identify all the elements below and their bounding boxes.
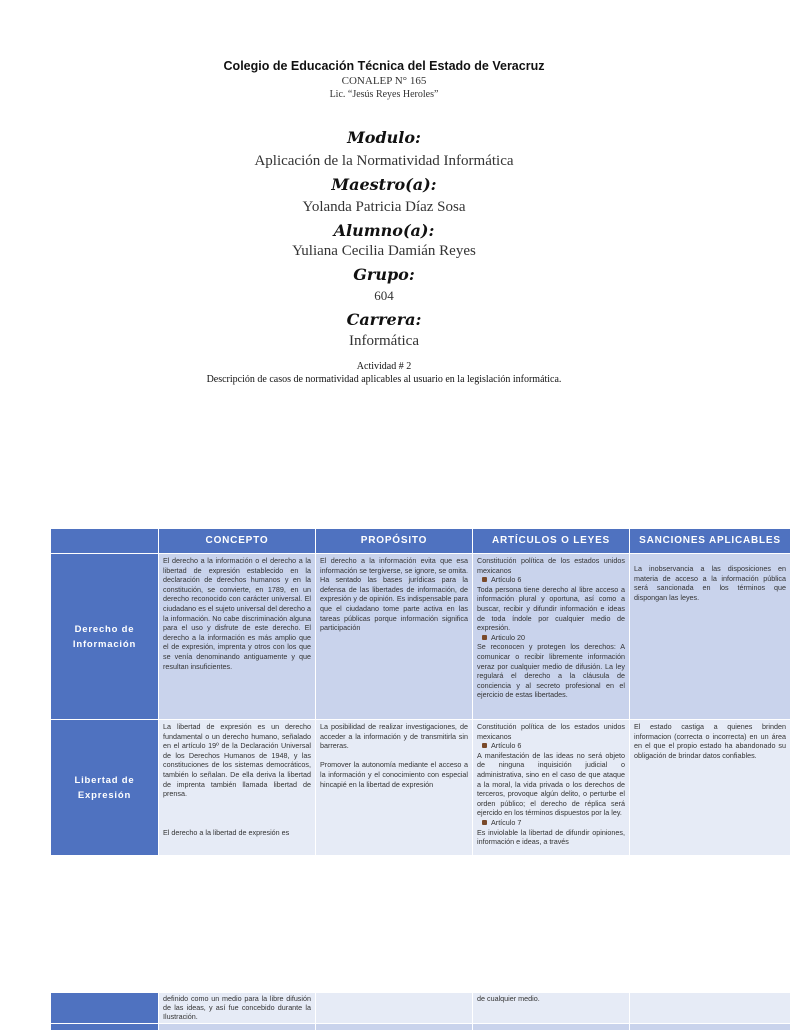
table-continuation [50,992,791,1031]
concepto-cell: definido como un medio para la libre difusión de las ideas, y así fue concebido durante la Ilustración. [159,993,316,1024]
article-bullet: Artículo 7 [477,818,625,828]
articulos-cell: de cualquier medio. [473,993,630,1024]
normativity-table [50,528,791,856]
maestro-value: Yolanda Patricia Díaz Sosa [302,199,466,215]
sanciones-cell: El estado castiga a quienes brinden informacion (correcta o incorrecta) en un área en el que el propio estado ha abandonado su obligación de brindar datos confiables. [630,720,791,856]
carrera-label: Carrera: [346,310,422,329]
table-row [51,993,791,1024]
grupo-label: Grupo: [353,265,415,284]
proposito-text-b: Promover la autonomía mediante el acceso a la información y el conocimiento con especial hincapié en la libertad de expresión [320,760,468,789]
table-header-row [51,529,791,554]
school-patron: Lic. “Jesús Reyes Heroles” [329,89,439,100]
header-articulos: ARTÍCULOS O LEYES [473,529,630,554]
header-corner [51,529,159,554]
header-sanciones: SANCIONES APLICABLES [630,529,791,554]
article-text: Toda persona tiene derecho al libre acceso a información plural y oportuna, así como a buscar, recibir y difundir información e ideas de toda índole por cualquier medio de expresión. [477,584,625,633]
conalep-number: CONALEP N° 165 [341,75,427,87]
alumno-label: Alumno(a): [333,221,435,240]
header-concepto: CONCEPTO [159,529,316,554]
sanciones-cell [630,993,791,1024]
article-bullet: Artículo 6 [477,575,625,585]
concepto-cell [159,1023,316,1030]
articulos-intro: Constitución política de los estados unidos mexicanos [477,722,625,741]
modulo-value: Aplicación de la Normatividad Informática [254,153,514,169]
proposito-cell [316,720,473,856]
header-proposito: PROPÓSITO [316,529,473,554]
article-text: A manifestación de las ideas no será objeto de ninguna inquisición judicial o administrativa, sino en el caso de que ataque a la moral, la vida privada o los derechos de terceros, provoque algún delito, o perturbe el orden público; el derecho de réplica será ejercido en los términos dispuestos por la ley. [477,750,625,818]
grupo-value: 604 [374,288,394,303]
activity-description: Descripción de casos de normatividad aplicables al usuario en la legislación informática. [206,374,562,385]
table-row [51,554,791,720]
school-name: Colegio de Educación Técnica del Estado de Veracruz [223,59,545,73]
table-row [51,720,791,856]
articulos-cell [473,554,630,720]
modulo-label: Modulo: [347,128,421,147]
sanciones-cell [630,1023,791,1030]
article-bullet: Artículo 6 [477,741,625,751]
concepto-cell: El derecho a la información o el derecho a la libertad de expresión establecido en la declaración de derechos humanos y en la constitución, se convierte, en 1789, en un derecho reconocido con carácter universal. El ciudadano es el sujeto universal del derecho a la información. No cabe discriminación alguna para el uso y disfrute de este derecho. El derecho a la información es más amplio que el de expresión, imprenta y otros con los que se venía denominando antiguamente y que resultan insuficientes. [159,554,316,720]
row-title [51,993,159,1024]
article-text: Es inviolable la libertad de difundir opiniones, información e ideas, a través [477,827,625,847]
proposito-cell: El derecho a la información evita que esa información se tergiverse, se ignore, se omita. Ha sentado las bases jurídicas para la defensa de las libertades de información, de expresión y de opinión. Es indispensable para que el ciudadano tome parte activa en las tareas públicas porque información significa participación [316,554,473,720]
row-title [51,1023,159,1030]
proposito-cell [316,993,473,1024]
maestro-label: Maestro(a): [331,175,437,194]
concepto-cell [159,720,316,856]
table-row [51,1023,791,1030]
articulos-cell [473,1023,630,1030]
articulos-cell [473,720,630,856]
articulos-intro: Constitución política de los estados unidos mexicanos [477,556,625,575]
concepto-text: La libertad de expresión es un derecho fundamental o un derecho humano, señalado en el artículo 19º de la Declaración Universal de los Derechos Humanos de 1948, y las constituciones de los sistemas democráticos, también lo señalan. De ella deriva la libertad de imprenta también llamada libertad de prensa. [163,722,311,799]
sanciones-cell: La inobservancia a las disposiciones en materia de acceso a la información pública será sancionada en los términos que dispongan las leyes. [630,554,791,720]
carrera-value: Informática [349,333,419,349]
alumno-value: Yuliana Cecilia Damián Reyes [292,243,476,259]
concepto-tail: El derecho a la libertad de expresión es [163,827,290,837]
article-text: Se reconocen y protegen los derechos: A comunicar o recibir libremente información veraz por cualquier medio de difusión. La ley regulará el derecho a la cláusula de conciencia y al secreto profesional en el ejercicio de estas libertades. [477,642,625,700]
article-bullet: Articulo 20 [477,633,625,643]
proposito-text: La posibilidad de realizar investigaciones, de acceder a la información y de transmitirla sin barreras. [320,722,468,751]
activity-number: Actividad # 2 [356,361,412,372]
row-title: Libertad de Expresión [51,720,159,856]
row-title: Derecho de Información [51,554,159,720]
proposito-cell [316,1023,473,1030]
